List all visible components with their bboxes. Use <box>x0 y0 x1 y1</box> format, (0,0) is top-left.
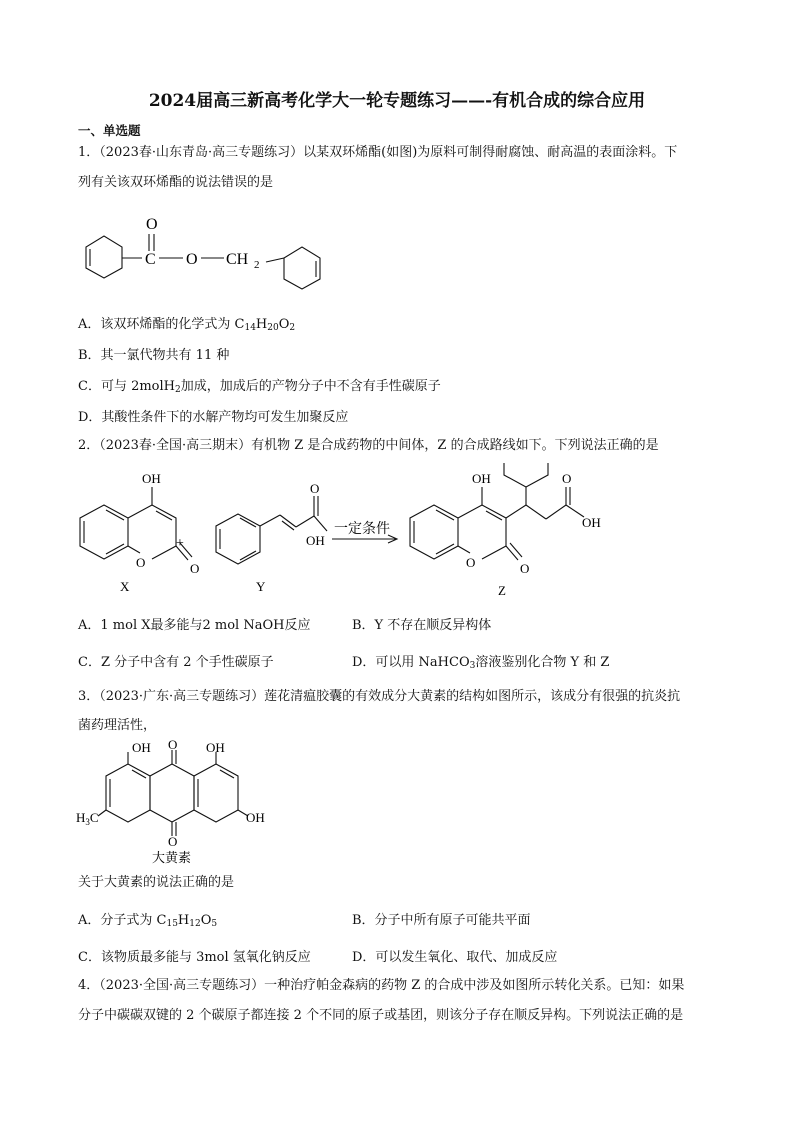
page-title: 2024届高三新高考化学大一轮专题练习——-有机合成的综合应用 <box>148 91 646 111</box>
q3-option-b[interactable]: B．分子中所有原子可能共平面 <box>352 913 531 928</box>
q3-stem-line2: 菌药理活性， <box>78 718 157 733</box>
y-carbonyl-o: O <box>310 481 320 496</box>
q3-emodin-structure <box>70 738 290 866</box>
z-carbonyl-o: O <box>520 561 530 576</box>
q2-d-sub: 3 <box>469 661 476 671</box>
q2-option-b[interactable]: B．Y 不存在顺反异构体 <box>352 618 492 633</box>
q3-option-c[interactable]: C．该物质最多能与 3mol 氢氧化钠反应 <box>78 950 311 965</box>
z-oh: OH <box>472 471 491 486</box>
reaction-condition: 一定条件 <box>334 522 390 537</box>
y-label: Y <box>256 579 266 594</box>
q2-d-text2: 溶液鉴别化合物 Y 和 Z <box>475 655 610 670</box>
section-heading: 一、单选题 <box>78 123 141 138</box>
emodin-top-o: O <box>168 738 178 752</box>
q1-option-c[interactable] <box>78 375 441 394</box>
z-acid-oh: OH <box>582 515 601 530</box>
q3-stem-line3: 关于大黄素的说法正确的是 <box>78 875 235 890</box>
q1-left-ring <box>86 236 122 278</box>
emodin-h3c: $H_3C$ <box>76 810 99 827</box>
q3-a-sub1: 15 <box>166 919 178 929</box>
z-phenyl-ring <box>504 463 548 487</box>
q1-right-ring <box>284 247 320 289</box>
q1-a-sub3: 2 <box>289 323 296 333</box>
emodin-oh-bottom: OH <box>246 810 265 825</box>
q4-stem-line1: 4．（2023·全国·高三专题练习）一种治疗帕金森病的药物 Z 的合成中涉及如图所示转化关系。已知：如果 <box>78 978 685 993</box>
plus-sign: + <box>176 536 184 551</box>
q1-c-text: C．可与 2molH <box>78 379 175 394</box>
q1-a-text: A．该双环烯酯的化学式为 C <box>78 317 245 332</box>
q1-a-sub1: 14 <box>244 323 256 333</box>
z-lactone-ring <box>458 505 506 559</box>
q2-reaction-scheme <box>70 463 630 603</box>
emodin-bottom-o: O <box>168 834 178 849</box>
q1-option-d[interactable]: D．其酸性条件下的水解产物均可发生加聚反应 <box>78 410 349 425</box>
z-acid-o: O <box>562 471 572 486</box>
q1-stem-line1: 1．（2023春·山东青岛·高三专题练习）以某双环烯酯(如图)为原料可制得耐腐蚀、耐高温的表面涂料。下 <box>78 145 678 160</box>
q3-a-sub3: 5 <box>211 919 218 929</box>
z-ring-o: O <box>466 555 476 570</box>
q1-a-o: O <box>278 317 290 332</box>
z-benzene-ring <box>410 505 458 559</box>
q3-stem-line1: 3．（2023·广东·高三专题练习）莲花清瘟胶囊的有效成分大黄素的结构如图所示，该成分有很强的抗炎抗 <box>78 689 681 704</box>
q1-structure-diagram <box>70 200 340 310</box>
q3-option-a[interactable] <box>78 909 217 928</box>
q1-stem-line2: 列有关该双环烯酯的说法错误的是 <box>78 175 274 190</box>
q2-d-text: D．可以用 NaHCO <box>352 655 470 670</box>
z-label: Z <box>498 583 506 598</box>
q1-carbonyl-o: O <box>146 216 158 233</box>
x-benzene-ring <box>80 505 128 559</box>
q1-option-a[interactable] <box>78 313 295 332</box>
q1-a-sub2: 20 <box>267 323 279 333</box>
q3-a-sub2: 12 <box>189 919 201 929</box>
q1-c-sub: 2 <box>175 385 181 395</box>
x-ring-o: O <box>136 555 146 570</box>
q2-option-d[interactable] <box>352 651 609 670</box>
emodin-left-ring <box>106 764 150 822</box>
q3-option-d[interactable]: D．可以发生氧化、取代、加成反应 <box>352 950 558 965</box>
x-lactone-ring <box>128 505 176 559</box>
q1-c-text2: 加成，加成后的产物分子中不含有手性碳原子 <box>180 379 441 394</box>
q2-option-c[interactable]: C．Z 分子中含有 2 个手性碳原子 <box>78 655 274 670</box>
q3-a-text: A．分子式为 C <box>78 913 167 928</box>
q4-stem-line2: 分子中碳碳双键的 2 个碳原子都连接 2 个不同的原子或基团，则该分子存在顺反异构。下列说法正确的是 <box>78 1008 684 1023</box>
emodin-right-ring <box>194 764 238 822</box>
q1-a-h: H <box>255 317 268 332</box>
y-oh: OH <box>306 533 325 548</box>
q3-a-o: O <box>200 913 212 928</box>
q2-option-a[interactable]: A．1 mol X最多能与2 mol NaOH反应 <box>78 618 311 633</box>
x-carbonyl-o: O <box>190 561 200 576</box>
q1-carbonyl-c: C <box>145 251 156 268</box>
q1-ch: CH <box>226 251 249 268</box>
emodin-oh-left: OH <box>132 740 151 755</box>
x-label: X <box>120 579 130 594</box>
emodin-name: 大黄素 <box>152 850 192 865</box>
q1-ester-o: O <box>186 251 198 268</box>
q1-ch-sub: 2 <box>254 259 260 271</box>
q2-stem: 2．（2023春·全国·高三期末）有机物 Z 是合成药物的中间体，Z 的合成路线如下。下列说法正确的是 <box>78 438 659 453</box>
q1-option-b[interactable]: B．其一氯代物共有 11 种 <box>78 348 230 363</box>
x-oh: OH <box>142 471 161 486</box>
y-benzene-ring <box>216 514 260 564</box>
q3-a-h: H <box>177 913 190 928</box>
emodin-middle-ring <box>150 764 194 822</box>
emodin-oh-right: OH <box>206 740 225 755</box>
